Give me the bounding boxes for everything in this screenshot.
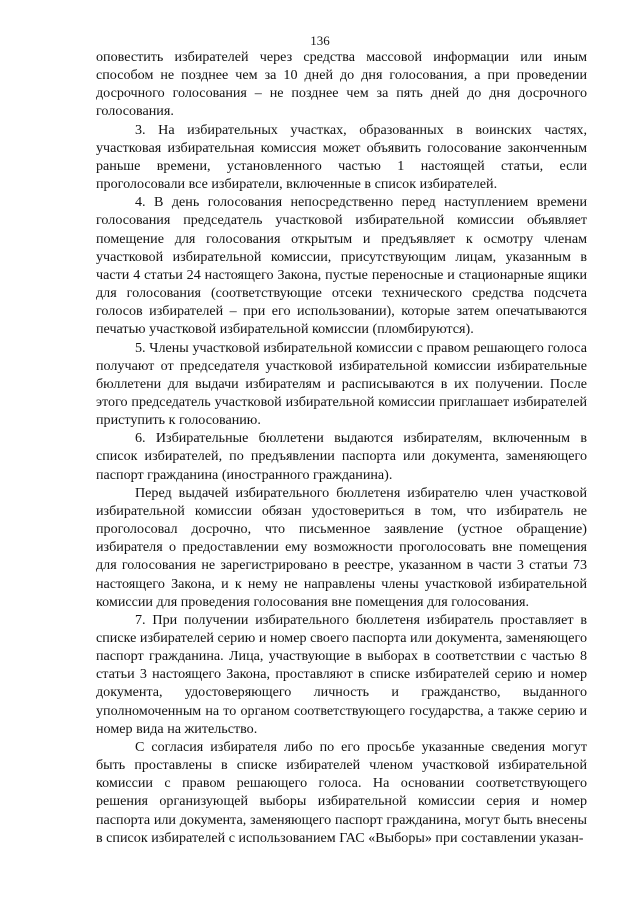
- paragraph-item-7: 7. При получении избирательного бюллетеня избиратель проставляет в списке избирателей серию и номер своего паспорта или документа, заменяющего паспорт гражданина. Лица, участвующие в выборах в соответствии с частью 8 статьи 3 настоящего Закона, проставляют в списке избирателей серию и номер документа, удостоверяющего личность и гражданство, выданного уполномоченным на то органом соответствующего государства, а также серию и номер вида на жительство.: [96, 611, 587, 737]
- paragraph-item-7-extra: С согласия избирателя либо по его просьбе указанные сведения могут быть проставлены в списке избирателей членом участковой избирательной комиссии с правом решающего голоса. На основании соответствующего решения организующей выборы избирательной комиссии серия и номер паспорта или документа, заменяющего паспорт гражданина, могут быть внесены в список избирателей с использованием ГАС «Выборы» при составлении указан-: [96, 738, 587, 846]
- paragraph-item-4: 4. В день голосования непосредственно перед наступлением времени голосования председатель участковой избирательной комиссии объявляет помещение для голосования открытым и предъявляет к осмотру членам участковой избирательной комиссии, присутствующим лицам, указанным в части 4 статьи 24 настоящего Закона, пустые переносные и стационарные ящики для голосования (соответствующие отсеки технического средства подсчета голосов избирателей – при его использовании), которые затем опечатываются печатью участковой избирательной комиссии (пломбируются).: [96, 194, 587, 338]
- document-body: [96, 48, 587, 847]
- paragraph-continuation: оповестить избирателей через средства массовой информации или иным способом не позднее чем за 10 дней до дня голосования, а при проведении досрочного голосования – не позднее чем за пять дней до дня досрочного голосования.: [96, 49, 587, 120]
- page-number: 136: [310, 33, 330, 48]
- paragraph-item-6-extra: Перед выдачей избирательного бюллетеня избирателю член участковой избирательной комиссии обязан удостовериться в том, что избиратель не проголосовал досрочно, что письменное заявление (устное обращение) избирателя о предоставлении ему возможности проголосовать вне помещения для голосования не зарегистрировано в реестре, указанном в части 3 статьи 73 настоящего Закона, и к нему не направлены члены участковой избирательной комиссии для проведения голосования вне помещения для голосования.: [96, 484, 587, 610]
- paragraph-item-3: 3. На избирательных участках, образованных в воинских частях, участковая избирательная комиссия может объявить голосование законченным раньше времени, установленного частью 1 настоящей статьи, если проголосовали все избиратели, включенные в список избирателей.: [96, 121, 587, 193]
- paragraph-item-5: 5. Члены участковой избирательной комиссии с правом решающего голоса получают от председателя участковой избирательной комиссии избирательные бюллетени для выдачи избирателям и расписываются в их получении. После этого председатель участковой избирательной комиссии приглашает избирателей приступить к голосованию.: [96, 339, 587, 429]
- paragraph-item-6: 6. Избирательные бюллетени выдаются избирателям, включенным в список избирателей, по предъявлении паспорта или документа, заменяющего паспорт гражданина (иностранного гражданина).: [96, 430, 587, 483]
